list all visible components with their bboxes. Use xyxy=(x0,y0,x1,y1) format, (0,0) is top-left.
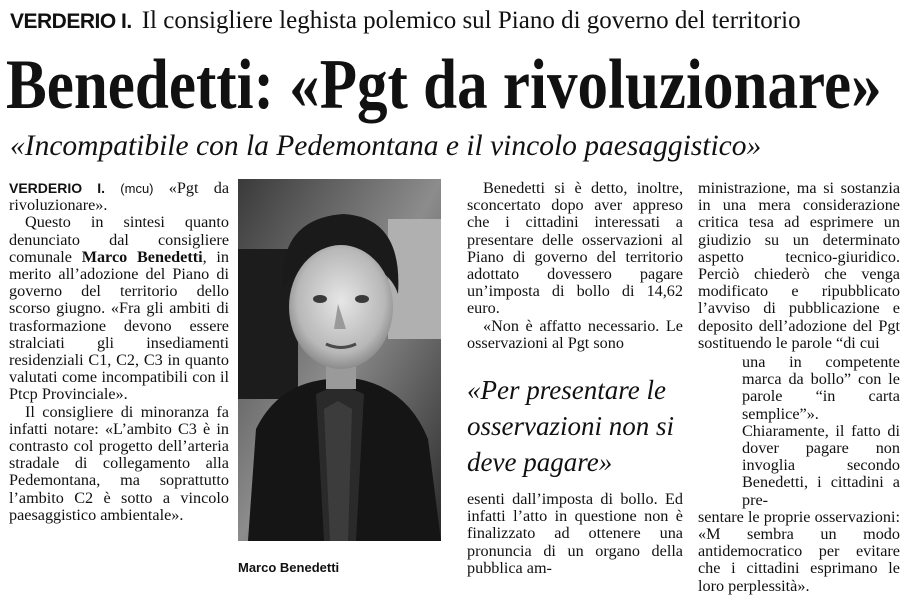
paragraph: Il consigliere di minoranza fa infatti notare: «L’ambito C3 è in contrasto col progetto dell’arteria stradale di collegamento alla Pedemontana, ma soprattutto l’ambito C2 è sotto a vincolo paesaggistico ambientale». xyxy=(9,402,229,524)
headline: Benedetti: «Pgt da rivoluzionare» xyxy=(6,46,882,124)
portrait-photo-image xyxy=(238,179,441,541)
article-column-3-bottom xyxy=(467,491,683,581)
photo-caption: Marco Benedetti xyxy=(238,560,340,575)
kicker-location: VERDERIO I. xyxy=(10,10,132,33)
paragraph: una in competente marca da bollo” con le parole “in carta semplice”». Chiaramente, il fatto di dover pagare non invoglia secondo Benedetti, i cittadini a pre- xyxy=(742,353,900,509)
kicker-text: Il consigliere leghista polemico sul Piano di governo del territorio xyxy=(141,7,801,34)
paragraph-text: , in merito all’adozione del Piano di governo del territorio dello scorso giugno. «Fra gli ambiti di trasformazione devono essere stralciati gli insediamenti residenziali C1, C2, C3 in quanto valutati come incompatibili con il Ptcp Provinciale». xyxy=(9,247,230,404)
paragraph: sentare le proprie osservazioni: «M sembra un modo antidemocratico per evitare che i cittadini esprimano le loro perplessità». xyxy=(698,507,900,595)
article-column-4-top xyxy=(698,180,900,354)
article-column-1 xyxy=(9,180,229,580)
paragraph: ministrazione, ma si sostanzia in una mera considerazione critica tesa ad esprimere un giudizio su un determinato aspetto tecnico-giuridico. Perciò chiederò che venga modificato e ripubblicato l’avviso di pubblicazione e deposito dell’adozione del Pgt sostituendo le parole “di cui xyxy=(698,179,900,352)
lead-text: «Pgt da rivoluzionare». xyxy=(9,179,229,215)
paragraph xyxy=(9,214,229,403)
paragraph: Benedetti si è detto, inoltre, sconcertato dopo aver appreso che i cittadini interessati a presentare delle osservazioni al Piano di governo del territorio adottato dovessero pagare un’imposta di bollo di 14,62 euro. xyxy=(467,179,683,318)
subheadline: «Incompatibile con la Pedemontana e il vincolo paesaggistico» xyxy=(10,130,762,162)
paragraph-text: Questo in sintesi quanto denunciato dal consigliere comunale xyxy=(9,213,229,266)
article-column-3-top xyxy=(467,180,683,360)
kicker-line xyxy=(10,6,900,36)
pull-quote: «Per presentare le osservazioni non si deve pagare» xyxy=(467,375,675,477)
paragraph: esenti dall’imposta di bollo. Ed infatti l’atto in questione non è finalizzato ad ottenere una pronuncia di un organo della pubblica am- xyxy=(467,490,683,577)
person-name: Marco Benedetti xyxy=(81,247,203,266)
article-column-4-bottom xyxy=(698,353,900,595)
paragraph: «Non è affatto necessario. Le osservazioni al Pgt sono xyxy=(467,316,683,352)
lead-place: VERDERIO I. xyxy=(9,180,106,196)
portrait-photo xyxy=(238,179,441,541)
byline: (mcu) xyxy=(120,181,154,196)
lead-paragraph xyxy=(9,180,229,214)
